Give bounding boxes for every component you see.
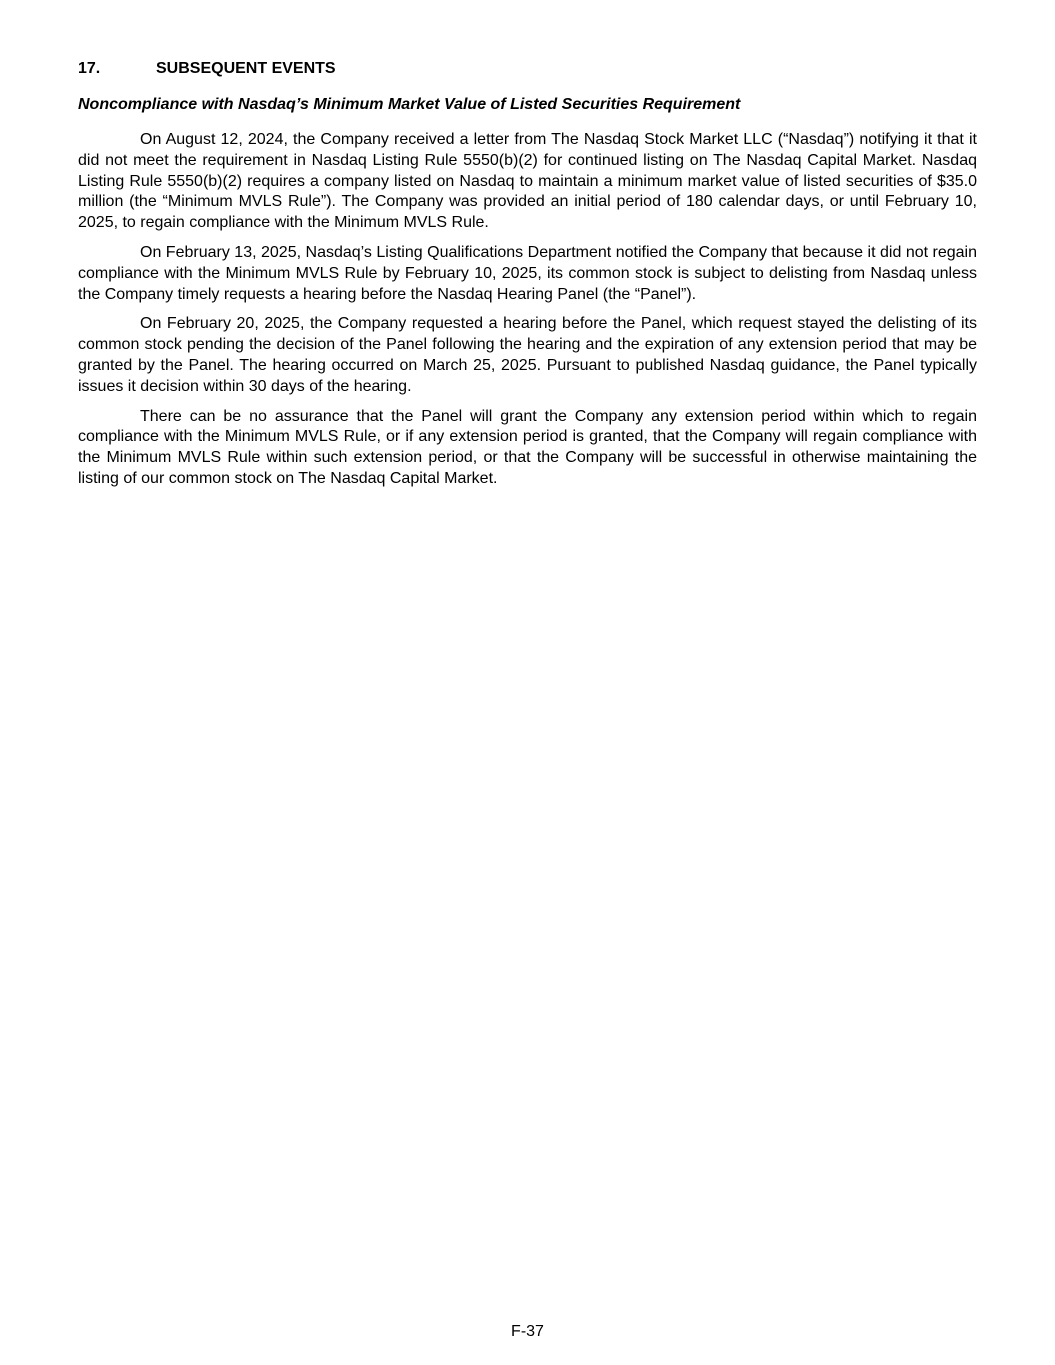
subheading: Noncompliance with Nasdaq’s Minimum Market Value of Listed Securities Requirement <box>78 96 741 113</box>
page-number: F-37 <box>511 1323 544 1340</box>
section-number: 17. <box>78 60 101 77</box>
section-heading <box>78 58 977 80</box>
section-title: SUBSEQUENT EVENTS <box>156 60 336 77</box>
document-body <box>78 58 977 499</box>
paragraph: There can be no assurance that the Panel will grant the Company any extension period within which to regain compliance with the Minimum MVLS Rule, or if any extension period is granted, that the Company will regain compliance with the Minimum MVLS Rule within such extension period, or that the Company will be successful in otherwise maintaining the listing of our common stock on The Nasdaq Capital Market. <box>78 407 977 487</box>
paragraph: On February 13, 2025, Nasdaq’s Listing Qualifications Department notified the Company that because it did not regain compliance with the Minimum MVLS Rule by February 10, 2025, its common stock is subject to delisting from Nasdaq unless the Company timely requests a hearing before the Nasdaq Hearing Panel (the “Panel”). <box>78 243 977 303</box>
paragraph: On February 20, 2025, the Company requested a hearing before the Panel, which request stayed the delisting of its common stock pending the decision of the Panel following the hearing and the expiration of any extension period that may be granted by the Panel. The hearing occurred on March 25, 2025. Pursuant to published Nasdaq guidance, the Panel typically issues it decision within 30 days of the hearing. <box>78 315 977 395</box>
paragraph: On August 12, 2024, the Company received a letter from The Nasdaq Stock Market LLC (“Nasdaq”) notifying it that it did not meet the requirement in Nasdaq Listing Rule 5550(b)(2) for continued listing on The Nasdaq Capital Market. Nasdaq Listing Rule 5550(b)(2) requires a company listed on Nasdaq to maintain a minimum market value of listed securities of $35.0 million (the “Minimum MVLS Rule”). The Company was provided an initial period of 180 calendar days, or until February 10, 2025, to regain compliance with the Minimum MVLS Rule. <box>78 131 977 232</box>
